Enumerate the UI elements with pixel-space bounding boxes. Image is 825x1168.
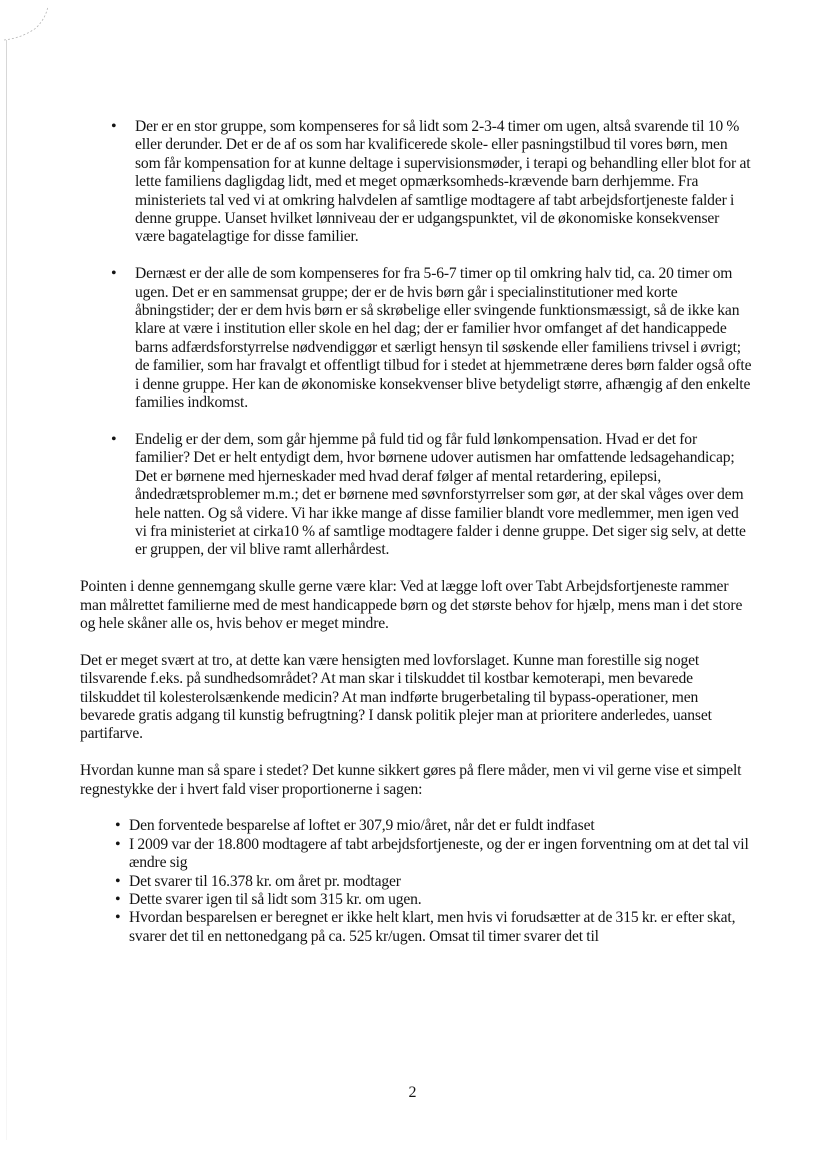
paragraph-point: Pointen i denne gennemgang skulle gerne være klar: Ved at lægge loft over Tabt Arbejdsfortjeneste rammer man målrettet familierne med de mest handicappede børn og det største behov for hjælp, mens man i det store og hele skåner alle os, hvis behov er meget mindre. xyxy=(80,578,743,632)
paragraph-comparison: Det er meget svært at tro, at dette kan være hensigten med lovforslaget. Kunne man forestille sig noget tilsvarende f.eks. på sundhedsområdet? At man skar i tilskuddet til kostbar kemoterapi, men bevarede tilskuddet til kolesterolsænkende medicin? At man indførte brugerbetaling til bypass-operationer, men bevarede gratis adgang til kunstig befrugtning? I dansk politik plejer man at prioritere anderledes, uanset partifarve. xyxy=(80,651,712,743)
page-number: 2 xyxy=(408,1084,417,1101)
calculation-bullet-list xyxy=(80,817,752,946)
paragraph-calculation-intro: Hvordan kunne man så spare i stedet? Det kunne sikkert gøres på flere måder, men vi vil gerne vise et simpelt regnestykke der i hvert fald viser proportionerne i sagen: xyxy=(80,762,742,798)
bullet-item-per-week: • Dette svarer igen til så lidt som 315 kr. om ugen. xyxy=(80,891,752,909)
scan-edge xyxy=(6,40,7,1140)
bullet-item-full-time-group: • Endelig er der dem, som går hjemme på fuld tid og får fuld lønkompensation. Hvad er det for familier? Det er helt entydigt dem, hvor børnene udover autismen har omfattende ledsagehandicap; Det er børnene med hjerneskader med hvad deraf følger af mental retardering, epilepsi, åndedrætsproblemer m.m.; det er børnene med søvnforstyrrelser som gør, at der skal våges over dem hele natten. Og så videre. Vi har ikke mange af disse familier blandt vore medlemmer, men igen ved vi fra ministeriet at cirka10 % af samtlige modtagere falder i denne gruppe. Det siger sig selv, at dette er gruppen, der vil blive ramt allerhårdest. xyxy=(80,431,752,560)
bullet-item-recipients: • I 2009 var der 18.800 modtagere af tabt arbejdsfortjeneste, og der er ingen forventning om at det tal vil ændre sig xyxy=(80,836,752,873)
scan-corner-mark xyxy=(2,2,62,62)
bullet-item-middle-group: • Dernæst er der alle de som kompenseres for fra 5-6-7 timer op til omkring halv tid, ca. 20 timer om ugen. Det er en sammensat gruppe; der er de hvis børn går i specialinstitutioner med korte åbningstider; der er dem hvis børn er så skrøbelige eller svingende funktionsmæssigt, så de ikke kan klare at være i institution eller skole en hel dag; der er familier hvor omfanget af det handicappede barns adfærdsforstyrrelse nødvendiggør et særligt hensyn til søskende eller familiens trivsel i øvrigt; de familier, som har fravalgt et offentligt tilbud for i stedet at hjemmetræne deres børn falder også ofte i denne gruppe. Her kan de økonomiske konsekvenser blive betydeligt større, afhængig af den enkelte families indkomst. xyxy=(80,265,752,412)
bullet-item-small-group: • Der er en stor gruppe, som kompenseres for så lidt som 2-3-4 timer om ugen, altså svarende til 10 % eller derunder. Det er de af os som har kvalificerede skole- eller pasningstilbud til vores børn, men som får kompensation for at kunne deltage i supervisionsmøder, i terapi og behandling eller blot for at lette familiens dagligdag lidt, med et meget opmærksomheds-krævende barn derhjemme. Fra ministeriets tal ved vi at omkring halvdelen af samtlige modtagere af tabt arbejdsfortjeneste falder i denne gruppe. Uanset hvilket lønniveau der er udgangspunktet, vil de økonomiske konsekvenser være bagatelagtige for disse familier. xyxy=(80,118,752,247)
bullet-item-per-recipient: • Det svarer til 16.378 kr. om året pr. modtager xyxy=(80,873,752,891)
bullet-item-savings: • Den forventede besparelse af loftet er 307,9 mio/året, når det er fuldt indfaset xyxy=(80,817,752,835)
bullet-item-net-reduction: • Hvordan besparelsen er beregnet er ikke helt klart, men hvis vi forudsætter at de 315 kr. er efter skat, svarer det til en nettonedgang på ca. 525 kr/ugen. Omsat til timer svarer det til xyxy=(80,909,752,946)
group-bullet-list xyxy=(80,118,752,560)
page-content xyxy=(80,118,752,946)
